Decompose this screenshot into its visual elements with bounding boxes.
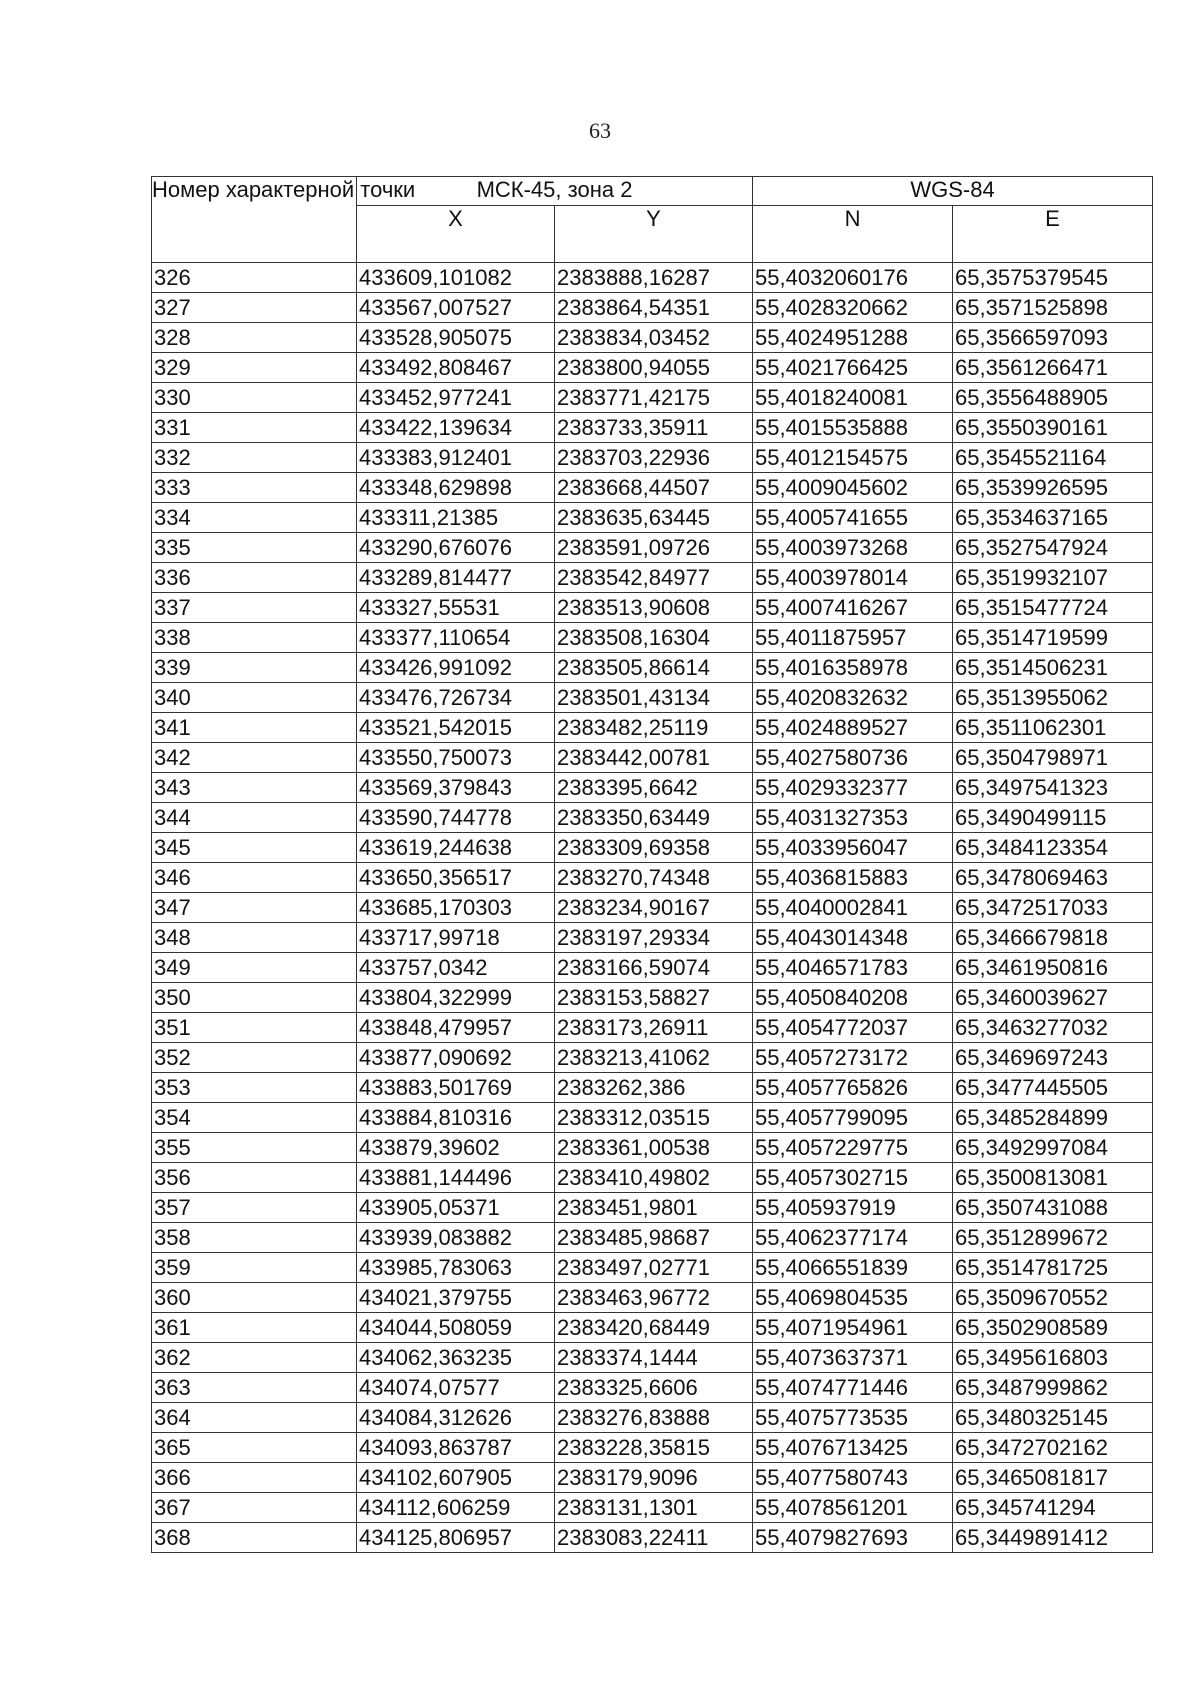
cell-x: 433521,542015 — [357, 713, 555, 743]
cell-e: 65,3507431088 — [953, 1193, 1153, 1223]
table-row — [152, 323, 1153, 353]
cell-n: 55,4050840208 — [753, 983, 953, 1013]
cell-e: 65,3504798971 — [953, 743, 1153, 773]
cell-point-number: 338 — [152, 623, 357, 653]
cell-x: 433550,750073 — [357, 743, 555, 773]
cell-point-number: 336 — [152, 563, 357, 593]
cell-e: 65,3556488905 — [953, 383, 1153, 413]
cell-e: 65,3466679818 — [953, 923, 1153, 953]
cell-point-number: 337 — [152, 593, 357, 623]
table-row — [152, 383, 1153, 413]
cell-x: 433567,007527 — [357, 293, 555, 323]
cell-x: 434102,607905 — [357, 1463, 555, 1493]
cell-point-number: 342 — [152, 743, 357, 773]
cell-e: 65,3463277032 — [953, 1013, 1153, 1043]
cell-x: 433377,110654 — [357, 623, 555, 653]
cell-n: 55,4029332377 — [753, 773, 953, 803]
cell-y: 2383463,96772 — [555, 1283, 753, 1313]
cell-y: 2383361,00538 — [555, 1133, 753, 1163]
cell-n: 55,4032060176 — [753, 263, 953, 293]
cell-point-number: 363 — [152, 1373, 357, 1403]
cell-n: 55,4003973268 — [753, 533, 953, 563]
table-row — [152, 803, 1153, 833]
table-row — [152, 413, 1153, 443]
cell-e: 65,3472702162 — [953, 1433, 1153, 1463]
cell-y: 2383197,29334 — [555, 923, 753, 953]
cell-n: 55,4075773535 — [753, 1403, 953, 1433]
table-row — [152, 1253, 1153, 1283]
cell-x: 433685,170303 — [357, 893, 555, 923]
table-body — [152, 263, 1153, 1553]
cell-point-number: 328 — [152, 323, 357, 353]
cell-point-number: 365 — [152, 1433, 357, 1463]
cell-x: 433804,322999 — [357, 983, 555, 1013]
cell-e: 65,3514719599 — [953, 623, 1153, 653]
cell-e: 65,3545521164 — [953, 443, 1153, 473]
cell-n: 55,4057302715 — [753, 1163, 953, 1193]
cell-point-number: 360 — [152, 1283, 357, 1313]
cell-n: 55,4024951288 — [753, 323, 953, 353]
cell-n: 55,4057799095 — [753, 1103, 953, 1133]
cell-y: 2383800,94055 — [555, 353, 753, 383]
cell-e: 65,3512899672 — [953, 1223, 1153, 1253]
cell-y: 2383451,9801 — [555, 1193, 753, 1223]
cell-point-number: 367 — [152, 1493, 357, 1523]
cell-point-number: 349 — [152, 953, 357, 983]
cell-e: 65,3519932107 — [953, 563, 1153, 593]
cell-y: 2383228,35815 — [555, 1433, 753, 1463]
cell-y: 2383312,03515 — [555, 1103, 753, 1133]
cell-y: 2383771,42175 — [555, 383, 753, 413]
table-row — [152, 863, 1153, 893]
cell-point-number: 350 — [152, 983, 357, 1013]
cell-e: 65,3561266471 — [953, 353, 1153, 383]
cell-e: 65,3514781725 — [953, 1253, 1153, 1283]
cell-point-number: 326 — [152, 263, 357, 293]
cell-x: 433939,083882 — [357, 1223, 555, 1253]
cell-n: 55,4018240081 — [753, 383, 953, 413]
cell-y: 2383591,09726 — [555, 533, 753, 563]
cell-e: 65,3566597093 — [953, 323, 1153, 353]
cell-y: 2383420,68449 — [555, 1313, 753, 1343]
cell-point-number: 364 — [152, 1403, 357, 1433]
cell-e: 65,3449891412 — [953, 1523, 1153, 1553]
cell-n: 55,4024889527 — [753, 713, 953, 743]
cell-n: 55,4021766425 — [753, 353, 953, 383]
cell-x: 433289,814477 — [357, 563, 555, 593]
cell-x: 434062,363235 — [357, 1343, 555, 1373]
header-n: N — [753, 206, 953, 263]
cell-x: 433650,356517 — [357, 863, 555, 893]
table-row — [152, 1523, 1153, 1553]
cell-n: 55,4031327353 — [753, 803, 953, 833]
header-point-number: Номер характерной точки — [152, 177, 357, 263]
header-y: Y — [555, 206, 753, 263]
cell-n: 55,4007416267 — [753, 593, 953, 623]
cell-n: 55,4027580736 — [753, 743, 953, 773]
table-row — [152, 953, 1153, 983]
cell-point-number: 327 — [152, 293, 357, 323]
cell-y: 2383173,26911 — [555, 1013, 753, 1043]
cell-x: 434074,07577 — [357, 1373, 555, 1403]
cell-n: 55,4078561201 — [753, 1493, 953, 1523]
cell-point-number: 329 — [152, 353, 357, 383]
cell-point-number: 355 — [152, 1133, 357, 1163]
cell-y: 2383325,6606 — [555, 1373, 753, 1403]
cell-e: 65,3575379545 — [953, 263, 1153, 293]
cell-e: 65,3509670552 — [953, 1283, 1153, 1313]
cell-y: 2383276,83888 — [555, 1403, 753, 1433]
cell-y: 2383442,00781 — [555, 743, 753, 773]
cell-e: 65,3490499115 — [953, 803, 1153, 833]
cell-x: 433327,55531 — [357, 593, 555, 623]
cell-x: 433881,144496 — [357, 1163, 555, 1193]
cell-y: 2383513,90608 — [555, 593, 753, 623]
cell-x: 433717,99718 — [357, 923, 555, 953]
cell-e: 65,3484123354 — [953, 833, 1153, 863]
cell-y: 2383131,1301 — [555, 1493, 753, 1523]
cell-x: 433383,912401 — [357, 443, 555, 473]
cell-y: 2383350,63449 — [555, 803, 753, 833]
cell-y: 2383888,16287 — [555, 263, 753, 293]
cell-x: 433492,808467 — [357, 353, 555, 383]
cell-point-number: 333 — [152, 473, 357, 503]
cell-x: 434093,863787 — [357, 1433, 555, 1463]
cell-y: 2383505,86614 — [555, 653, 753, 683]
cell-e: 65,3527547924 — [953, 533, 1153, 563]
cell-x: 433609,101082 — [357, 263, 555, 293]
table-row — [152, 443, 1153, 473]
table-row — [152, 623, 1153, 653]
header-x: X — [357, 206, 555, 263]
cell-x: 434084,312626 — [357, 1403, 555, 1433]
cell-y: 2383485,98687 — [555, 1223, 753, 1253]
cell-n: 55,4057229775 — [753, 1133, 953, 1163]
cell-y: 2383864,54351 — [555, 293, 753, 323]
cell-y: 2383395,6642 — [555, 773, 753, 803]
cell-n: 55,4011875957 — [753, 623, 953, 653]
cell-x: 433311,21385 — [357, 503, 555, 533]
table-row — [152, 1433, 1153, 1463]
cell-e: 65,3480325145 — [953, 1403, 1153, 1433]
coordinates-table — [151, 176, 1153, 1553]
cell-e: 65,3472517033 — [953, 893, 1153, 923]
cell-e: 65,3534637165 — [953, 503, 1153, 533]
table-row — [152, 353, 1153, 383]
table-row — [152, 1163, 1153, 1193]
cell-n: 55,4076713425 — [753, 1433, 953, 1463]
cell-e: 65,3465081817 — [953, 1463, 1153, 1493]
table-row — [152, 1463, 1153, 1493]
cell-point-number: 366 — [152, 1463, 357, 1493]
header-e: E — [953, 206, 1153, 263]
cell-n: 55,4015535888 — [753, 413, 953, 443]
cell-n: 55,4057765826 — [753, 1073, 953, 1103]
cell-point-number: 344 — [152, 803, 357, 833]
table-row — [152, 263, 1153, 293]
cell-y: 2383234,90167 — [555, 893, 753, 923]
cell-n: 55,4073637371 — [753, 1343, 953, 1373]
table-row — [152, 743, 1153, 773]
table-row — [152, 983, 1153, 1013]
cell-n: 55,4020832632 — [753, 683, 953, 713]
cell-point-number: 359 — [152, 1253, 357, 1283]
table-row — [152, 503, 1153, 533]
cell-y: 2383497,02771 — [555, 1253, 753, 1283]
table-row — [152, 1133, 1153, 1163]
cell-n: 55,405937919 — [753, 1193, 953, 1223]
cell-e: 65,3478069463 — [953, 863, 1153, 893]
cell-n: 55,4046571783 — [753, 953, 953, 983]
table-row — [152, 563, 1153, 593]
cell-x: 433879,39602 — [357, 1133, 555, 1163]
cell-n: 55,4040002841 — [753, 893, 953, 923]
cell-y: 2383508,16304 — [555, 623, 753, 653]
table-row — [152, 1193, 1153, 1223]
cell-y: 2383668,44507 — [555, 473, 753, 503]
cell-n: 55,4009045602 — [753, 473, 953, 503]
cell-y: 2383834,03452 — [555, 323, 753, 353]
table-row — [152, 1283, 1153, 1313]
cell-n: 55,4066551839 — [753, 1253, 953, 1283]
cell-point-number: 341 — [152, 713, 357, 743]
cell-e: 65,3515477724 — [953, 593, 1153, 623]
table-row — [152, 1313, 1153, 1343]
table-row — [152, 293, 1153, 323]
cell-n: 55,4033956047 — [753, 833, 953, 863]
cell-x: 433426,991092 — [357, 653, 555, 683]
table-row — [152, 1343, 1153, 1373]
cell-y: 2383501,43134 — [555, 683, 753, 713]
table-row — [152, 833, 1153, 863]
cell-e: 65,3511062301 — [953, 713, 1153, 743]
cell-x: 433290,676076 — [357, 533, 555, 563]
cell-point-number: 354 — [152, 1103, 357, 1133]
cell-x: 433590,744778 — [357, 803, 555, 833]
table-row — [152, 533, 1153, 563]
cell-y: 2383179,9096 — [555, 1463, 753, 1493]
cell-e: 65,3500813081 — [953, 1163, 1153, 1193]
table-row — [152, 593, 1153, 623]
cell-point-number: 357 — [152, 1193, 357, 1223]
cell-y: 2383703,22936 — [555, 443, 753, 473]
cell-y: 2383309,69358 — [555, 833, 753, 863]
cell-n: 55,4054772037 — [753, 1013, 953, 1043]
cell-e: 65,3492997084 — [953, 1133, 1153, 1163]
cell-e: 65,3550390161 — [953, 413, 1153, 443]
table-row — [152, 893, 1153, 923]
cell-y: 2383153,58827 — [555, 983, 753, 1013]
cell-x: 433877,090692 — [357, 1043, 555, 1073]
cell-n: 55,4003978014 — [753, 563, 953, 593]
table-row — [152, 1493, 1153, 1523]
cell-x: 433528,905075 — [357, 323, 555, 353]
cell-point-number: 368 — [152, 1523, 357, 1553]
cell-x: 433619,244638 — [357, 833, 555, 863]
cell-y: 2383374,1444 — [555, 1343, 753, 1373]
cell-x: 433757,0342 — [357, 953, 555, 983]
cell-x: 433569,379843 — [357, 773, 555, 803]
cell-n: 55,4079827693 — [753, 1523, 953, 1553]
table-row — [152, 1103, 1153, 1133]
cell-point-number: 348 — [152, 923, 357, 953]
cell-point-number: 356 — [152, 1163, 357, 1193]
cell-x: 434021,379755 — [357, 1283, 555, 1313]
cell-x: 434112,606259 — [357, 1493, 555, 1523]
table-row — [152, 1373, 1153, 1403]
cell-n: 55,4057273172 — [753, 1043, 953, 1073]
cell-e: 65,3513955062 — [953, 683, 1153, 713]
cell-y: 2383410,49802 — [555, 1163, 753, 1193]
cell-n: 55,4036815883 — [753, 863, 953, 893]
cell-n: 55,4012154575 — [753, 443, 953, 473]
cell-e: 65,3514506231 — [953, 653, 1153, 683]
cell-e: 65,3469697243 — [953, 1043, 1153, 1073]
cell-point-number: 332 — [152, 443, 357, 473]
cell-x: 433884,810316 — [357, 1103, 555, 1133]
table-row — [152, 773, 1153, 803]
cell-point-number: 331 — [152, 413, 357, 443]
cell-e: 65,3460039627 — [953, 983, 1153, 1013]
cell-point-number: 362 — [152, 1343, 357, 1373]
table-row — [152, 1073, 1153, 1103]
cell-y: 2383635,63445 — [555, 503, 753, 533]
cell-e: 65,3502908589 — [953, 1313, 1153, 1343]
table-row — [152, 713, 1153, 743]
cell-y: 2383542,84977 — [555, 563, 753, 593]
cell-x: 433422,139634 — [357, 413, 555, 443]
table-row — [152, 473, 1153, 503]
header-group-wgs: WGS-84 — [753, 177, 1153, 206]
cell-point-number: 352 — [152, 1043, 357, 1073]
cell-y: 2383083,22411 — [555, 1523, 753, 1553]
cell-e: 65,3485284899 — [953, 1103, 1153, 1133]
cell-e: 65,3539926595 — [953, 473, 1153, 503]
cell-y: 2383213,41062 — [555, 1043, 753, 1073]
cell-n: 55,4069804535 — [753, 1283, 953, 1313]
cell-n: 55,4074771446 — [753, 1373, 953, 1403]
cell-n: 55,4028320662 — [753, 293, 953, 323]
table-row — [152, 1403, 1153, 1433]
cell-n: 55,4016358978 — [753, 653, 953, 683]
cell-x: 433452,977241 — [357, 383, 555, 413]
cell-point-number: 347 — [152, 893, 357, 923]
cell-e: 65,3487999862 — [953, 1373, 1153, 1403]
cell-n: 55,4077580743 — [753, 1463, 953, 1493]
cell-y: 2383262,386 — [555, 1073, 753, 1103]
cell-n: 55,4005741655 — [753, 503, 953, 533]
cell-x: 433883,501769 — [357, 1073, 555, 1103]
cell-y: 2383733,35911 — [555, 413, 753, 443]
cell-point-number: 335 — [152, 533, 357, 563]
cell-y: 2383482,25119 — [555, 713, 753, 743]
cell-point-number: 361 — [152, 1313, 357, 1343]
cell-point-number: 334 — [152, 503, 357, 533]
cell-point-number: 330 — [152, 383, 357, 413]
table-row — [152, 923, 1153, 953]
cell-point-number: 345 — [152, 833, 357, 863]
cell-point-number: 340 — [152, 683, 357, 713]
cell-n: 55,4062377174 — [753, 1223, 953, 1253]
cell-e: 65,3497541323 — [953, 773, 1153, 803]
cell-y: 2383166,59074 — [555, 953, 753, 983]
cell-n: 55,4071954961 — [753, 1313, 953, 1343]
cell-e: 65,3495616803 — [953, 1343, 1153, 1373]
cell-y: 2383270,74348 — [555, 863, 753, 893]
cell-point-number: 353 — [152, 1073, 357, 1103]
table-row — [152, 1013, 1153, 1043]
cell-point-number: 351 — [152, 1013, 357, 1043]
table-row — [152, 1223, 1153, 1253]
cell-point-number: 346 — [152, 863, 357, 893]
table-row — [152, 653, 1153, 683]
cell-point-number: 358 — [152, 1223, 357, 1253]
cell-e: 65,3461950816 — [953, 953, 1153, 983]
cell-x: 434044,508059 — [357, 1313, 555, 1343]
cell-x: 434125,806957 — [357, 1523, 555, 1553]
cell-point-number: 343 — [152, 773, 357, 803]
page-number: 63 — [589, 118, 611, 143]
cell-n: 55,4043014348 — [753, 923, 953, 953]
table-row — [152, 683, 1153, 713]
header-group-msk: МСК-45, зона 2 — [357, 177, 753, 206]
cell-e: 65,345741294 — [953, 1493, 1153, 1523]
cell-x: 433476,726734 — [357, 683, 555, 713]
cell-e: 65,3477445505 — [953, 1073, 1153, 1103]
cell-x: 433985,783063 — [357, 1253, 555, 1283]
table-row — [152, 1043, 1153, 1073]
cell-x: 433905,05371 — [357, 1193, 555, 1223]
cell-x: 433848,479957 — [357, 1013, 555, 1043]
cell-point-number: 339 — [152, 653, 357, 683]
cell-e: 65,3571525898 — [953, 293, 1153, 323]
cell-x: 433348,629898 — [357, 473, 555, 503]
